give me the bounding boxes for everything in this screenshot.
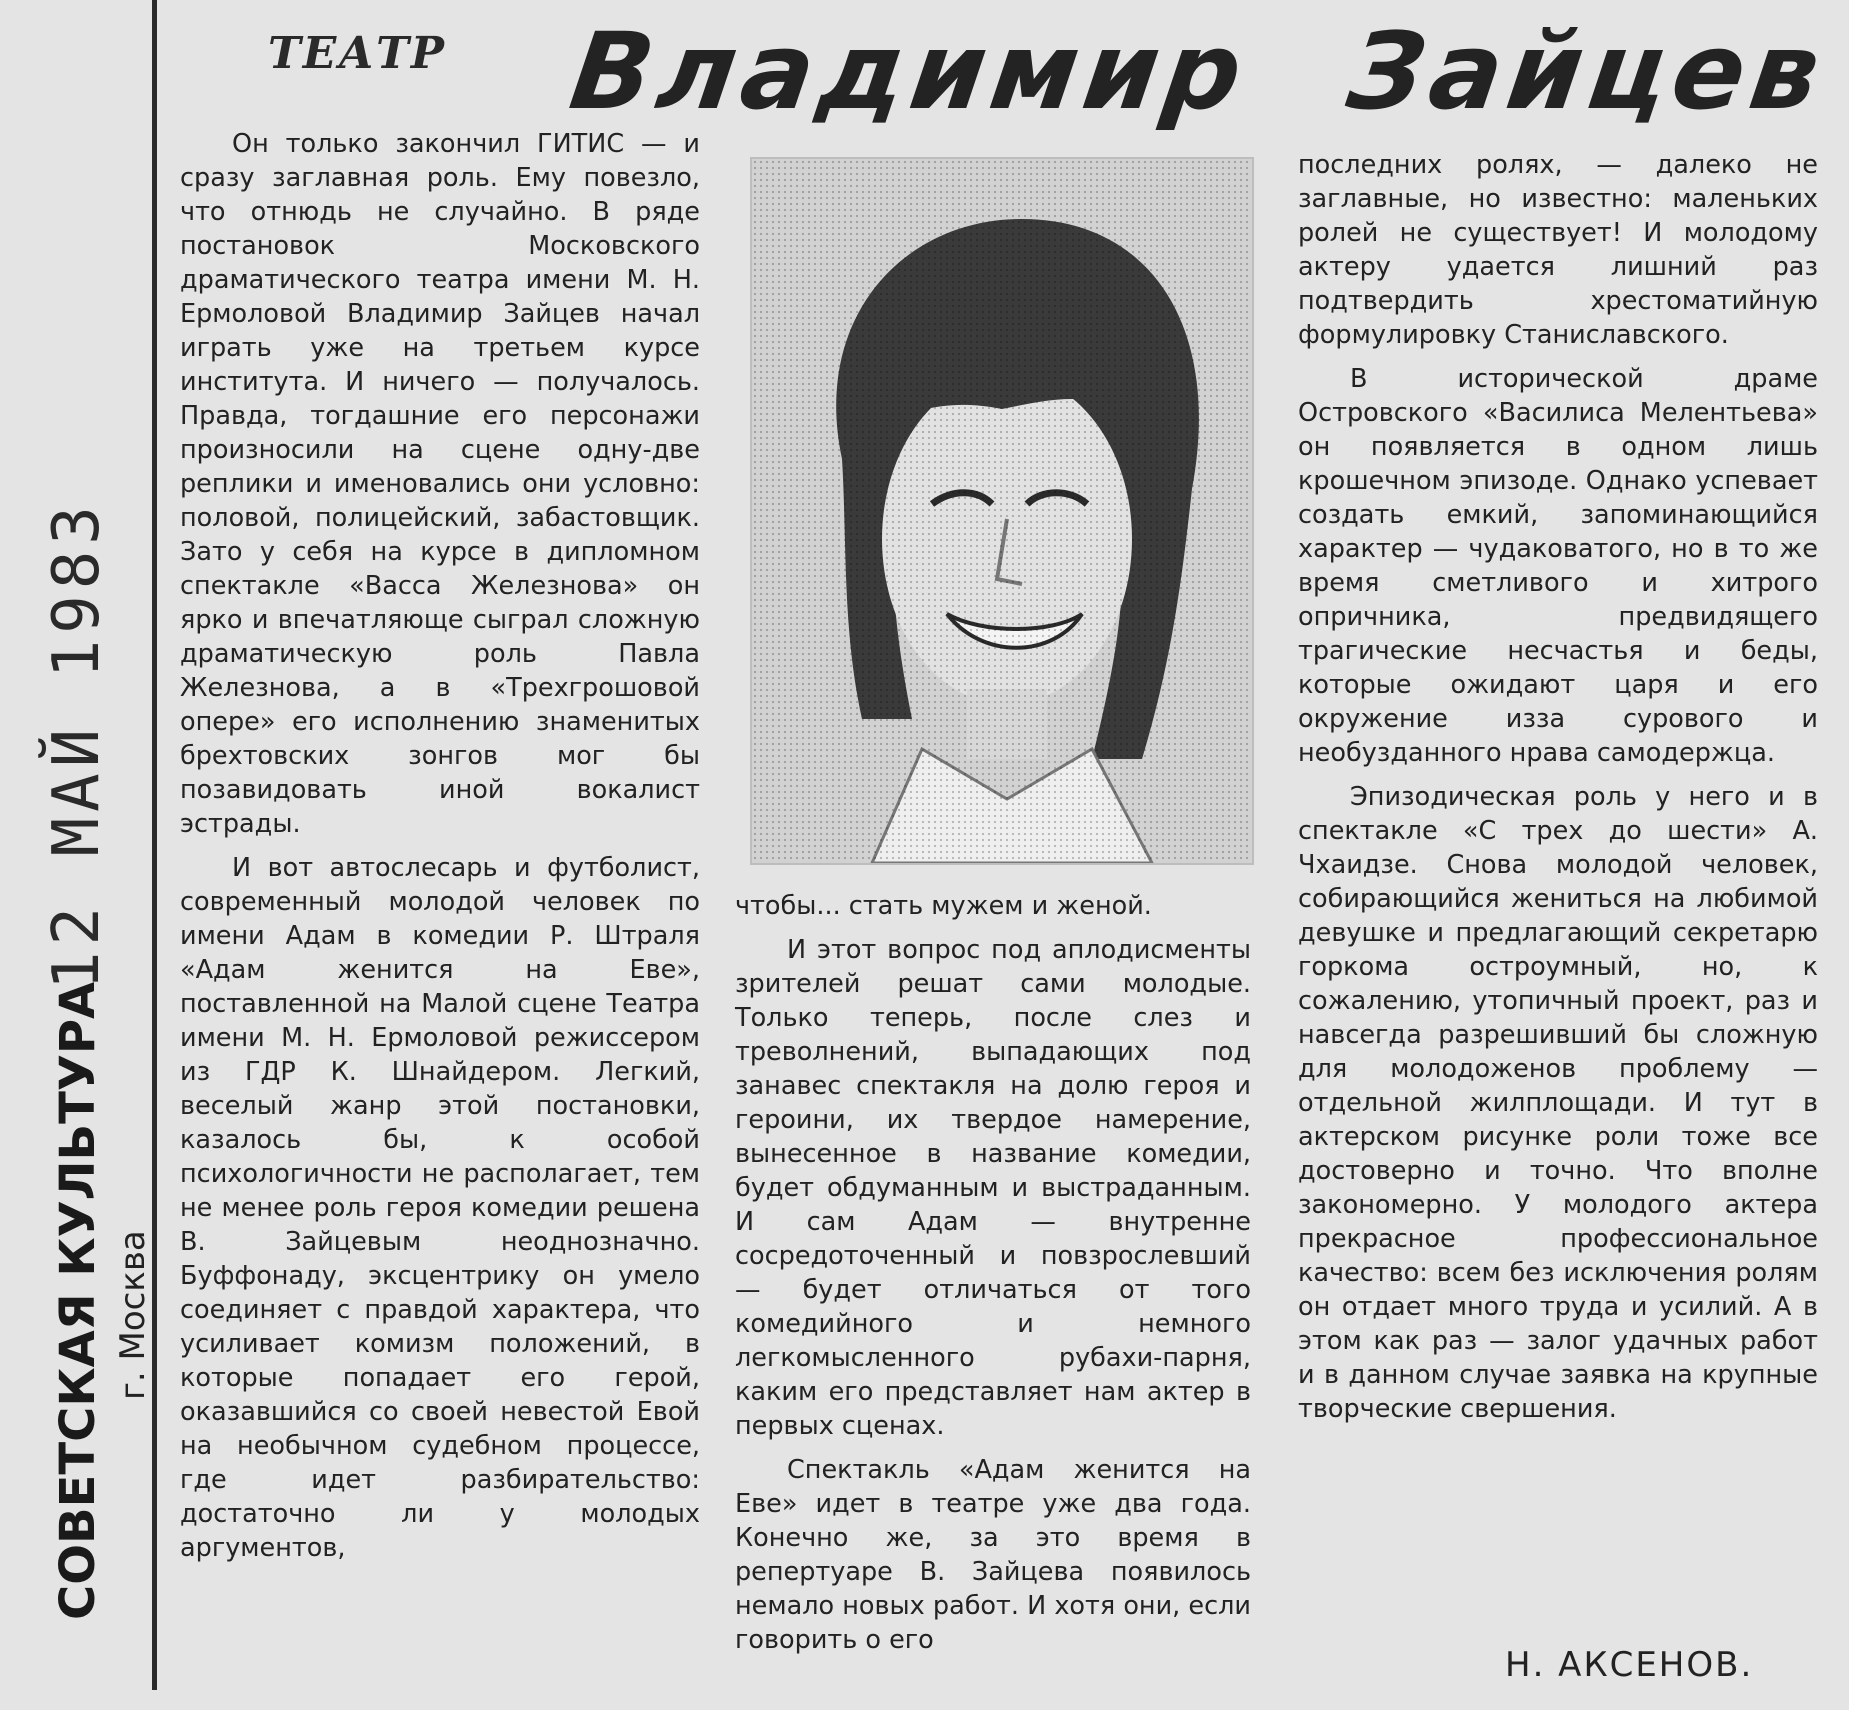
paragraph: Эпизодическая роль у него и в спектакле «С трех до шести» А. Чхаидзе. Снова молодой человек, собирающийся жениться на любимой девушке и предлагающий секретарю горкома остроумный, но, к сожалению, утопичный проект, раз и навсегда разрешивший бы сложную для молодоженов проблему — отдельной жилплощади. И тут в актерском рисунке роли тоже все достоверно и точно. Что вполне закономерно. У молодого актера прекрасное профессиональное качество: всем без исключения ролям он отдает много труда и усилий. А в этом как раз — залог удачных работ и в данном случае заявка на крупные творческие свершения. (1298, 782, 1818, 1424)
paragraph: последних ролях, — далеко не заглавные, но известно: маленьких ролей не существует! И молодому актеру удается лишний раз подтвердить хрестоматийную формулировку Станиславского. (1298, 150, 1818, 350)
left-margin-rule (152, 0, 157, 1690)
archive-stamp (18, 500, 153, 1700)
paragraph: В исторической драме Островского «Василиса Мелентьева» он появляется в одном лишь крошечном эпизоде. Однако успевает создать емкий, запоминающийся характер — чудаковатого, но в то же время сметливого и хитрого опричника, предвидящего трагические несчастья и беды, которые ожидают царя и его окружение изза сурового и необузданного нрава самодержца. (1298, 364, 1818, 768)
article-title: Владимир Зайцев (563, 10, 1833, 133)
paragraph: Он только закончил ГИТИС — и сразу заглавная роль. Ему повезло, что отнюдь не случайно. В ряде постановок Московского драматического театра имени М. Н. Ермоловой Владимир Зайцев начал играть уже на третьем курсе института. И ничего — получалось. Правда, тогдашние его персонажи произносили на сцене одну-две реплики и именовались они условно: половой, полицейский, забастовщик. Зато у себя на курсе в дипломном спектакле «Васса Железнова» он ярко и впечатляюще сыграл сложную драматическую роль Павла Железнова, а в «Трехгрошовой опере» его исполнению знаменитых брехтовских зонгов мог бы позавидовать иной вокалист эстрады. (180, 129, 700, 839)
stamp-newspaper-name: СОВЕТСКАЯ КУЛЬТУРА (50, 981, 106, 1620)
article-column-2 (735, 889, 1251, 1667)
section-rubric: ТЕАТР (268, 28, 446, 79)
stamp-city: г. Москва (113, 1230, 153, 1400)
article-column-3 (1298, 148, 1818, 1436)
paragraph: чтобы... стать мужем и женой. (735, 891, 1152, 921)
paragraph: И вот автослесарь и футболист, современный молодой человек по имени Адам в комедии Р. Штраля «Адам женится на Еве», поставленной на Малой сцене Театра имени М. Н. Ермоловой режиссером из ГДР К. Шнайдером. Легкий, веселый жанр этой постановки, казалось бы, к особой психологичности не располагает, тем не менее роль героя комедии решена В. Зайцевым неоднозначно. Буффонаду, эксцентрику он умело соединяет с правдой характера, что усиливает комизм положений, в которые попадает его герой, оказавшийся со своей невестой Евой на необычном судебном процессе, где идет разбирательство: достаточно ли у молодых аргументов, (180, 853, 700, 1563)
paragraph: И этот вопрос под аплодисменты зрителей решат сами молодые. Только теперь, после слез и треволнений, выпадающих под занавес спектакля на долю героя и героини, их твердое намерение, вынесенное в название комедии, будет обдуманным и выстраданным. И сам Адам — внутренне сосредоточенный и повзрослевший — будет отличаться от того комедийного и немного легкомысленного рубахи-парня, каким его представляет нам актер в первых сценах. (735, 935, 1251, 1441)
paragraph: Спектакль «Адам женится на Еве» идет в театре уже два года. Конечно же, за это время в репертуаре В. Зайцева появилось немало новых работ. И хотя они, если говорить о его (735, 1455, 1251, 1655)
stamp-date: 12 МАЙ 1983 (40, 500, 114, 990)
author-signature: Н. АКСЕНОВ. (1505, 1645, 1754, 1685)
portrait-photo-icon (750, 157, 1254, 865)
article-column-1 (180, 127, 700, 1575)
